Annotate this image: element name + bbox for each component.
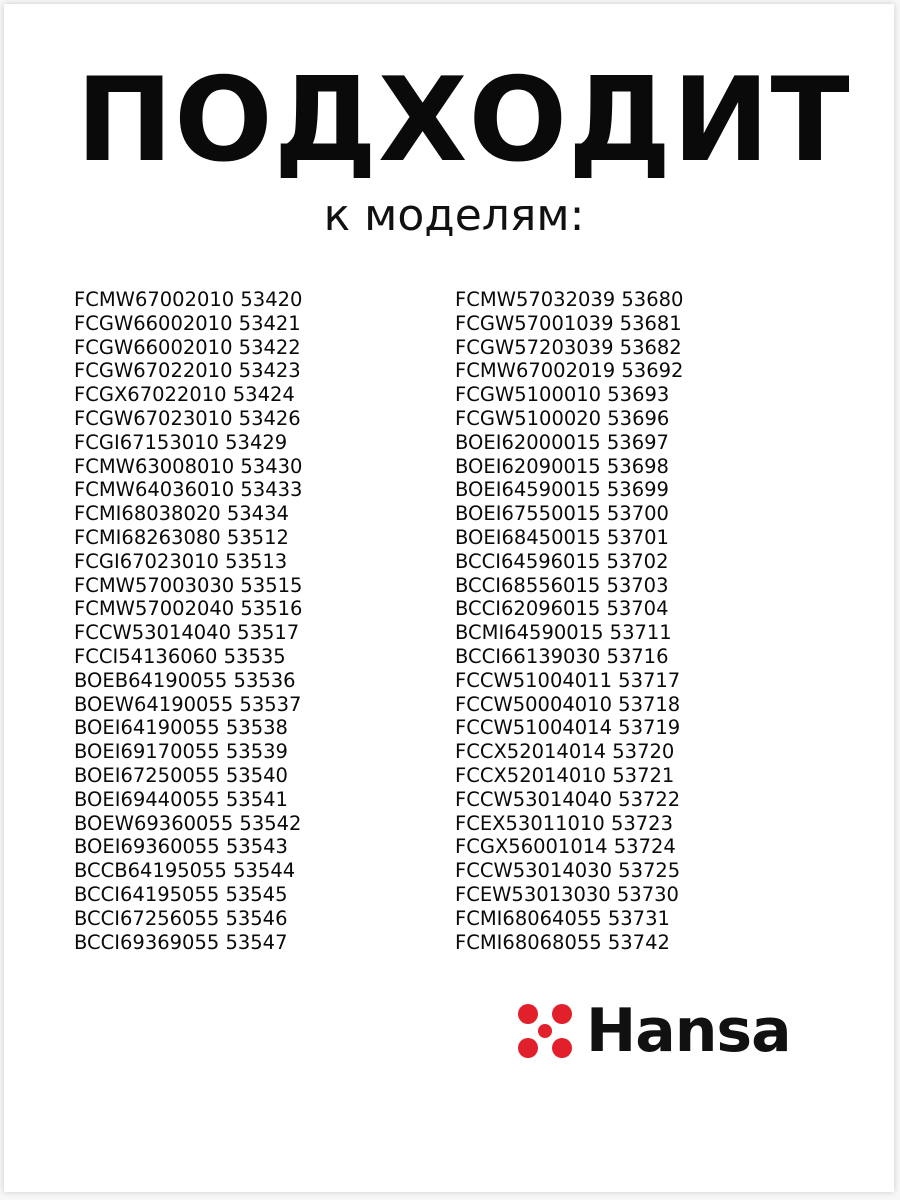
subheadline-text: к моделям: [323, 190, 585, 241]
model-item: FCCX52014014 53720 [455, 740, 675, 764]
model-item: FCCW51004014 53719 [455, 716, 681, 740]
model-item: FCGW67023010 53426 [74, 406, 301, 430]
hansa-dots-icon [516, 1002, 574, 1060]
model-item: BCCB64195055 53544 [74, 859, 296, 883]
model-item: FCMW57003030 53515 [74, 573, 303, 597]
model-item: BOEW69360055 53542 [74, 811, 302, 835]
model-item: BOEI62090015 53698 [455, 454, 669, 478]
model-item: BOEI69440055 53541 [74, 787, 288, 811]
model-item: FCEW53013030 53730 [455, 882, 679, 906]
model-item: BOEI64590015 53699 [455, 478, 669, 502]
model-item: BOEW64190055 53537 [74, 692, 302, 716]
model-item: BCCI69369055 53547 [74, 930, 288, 954]
models-list-right [455, 288, 683, 954]
model-item: BOEI64190055 53538 [74, 716, 288, 740]
headline: ПОДХОДИТ [76, 53, 851, 188]
model-item: BOEI68450015 53701 [455, 525, 669, 549]
model-item: BCCI62096015 53704 [455, 597, 669, 621]
model-item: BOEI67250055 53540 [74, 763, 288, 787]
model-item: BOEI62000015 53697 [455, 430, 669, 454]
model-item: FCMI68064055 53731 [455, 906, 670, 930]
model-item: FCCW51004011 53717 [455, 668, 681, 692]
model-item: FCMI68038020 53434 [74, 502, 289, 526]
model-item: FCGW5100020 53696 [455, 406, 670, 430]
model-item: FCGW5100010 53693 [455, 383, 670, 407]
model-item: BOEI69170055 53539 [74, 740, 288, 764]
model-item: BOEI69360055 53543 [74, 835, 288, 859]
model-item: FCMW57032039 53680 [455, 288, 684, 311]
model-item: BCCI67256055 53546 [74, 906, 288, 930]
model-item: FCGW67022010 53423 [74, 359, 301, 383]
model-item: FCMW67002019 53692 [455, 359, 684, 383]
brand-logo [516, 998, 791, 1064]
page-card [4, 4, 894, 1192]
model-item: FCCW53014040 53517 [74, 621, 300, 645]
model-item: FCGI67023010 53513 [74, 549, 288, 573]
model-item: FCGW57203039 53682 [455, 335, 682, 359]
model-item: FCMW64036010 53433 [74, 478, 303, 502]
subheadline [4, 188, 900, 244]
model-item: BCCI66139030 53716 [455, 644, 669, 668]
model-item: FCMI68263080 53512 [74, 525, 289, 549]
model-item: FCMW67002010 53420 [74, 288, 303, 311]
model-item: BOEI67550015 53700 [455, 502, 669, 526]
model-item: BCMI64590015 53711 [455, 621, 672, 645]
model-item: FCEX53011010 53723 [455, 811, 673, 835]
model-item: FCMI68068055 53742 [455, 930, 670, 954]
model-item: FCGX56001014 53724 [455, 835, 676, 859]
brand-name: Hansa [586, 996, 791, 1066]
model-item: FCGW66002010 53422 [74, 335, 301, 359]
model-item: FCMW57002040 53516 [74, 597, 303, 621]
model-item: BOEB64190055 53536 [74, 668, 296, 692]
model-item: BCCI64596015 53702 [455, 549, 669, 573]
model-item: FCGW66002010 53421 [74, 311, 301, 335]
model-item: FCCW50004010 53718 [455, 692, 681, 716]
model-item: FCGX67022010 53424 [74, 383, 295, 407]
model-item: BCCI64195055 53545 [74, 882, 288, 906]
model-item: FCGW57001039 53681 [455, 311, 682, 335]
model-item: FCMW63008010 53430 [74, 454, 303, 478]
model-item: FCGI67153010 53429 [74, 430, 288, 454]
models-list-left [74, 288, 302, 954]
model-item: FCCX52014010 53721 [455, 763, 675, 787]
model-item: FCCW53014040 53722 [455, 787, 681, 811]
model-item: FCCI54136060 53535 [74, 644, 286, 668]
model-item: BCCI68556015 53703 [455, 573, 669, 597]
model-item: FCCW53014030 53725 [455, 859, 681, 883]
